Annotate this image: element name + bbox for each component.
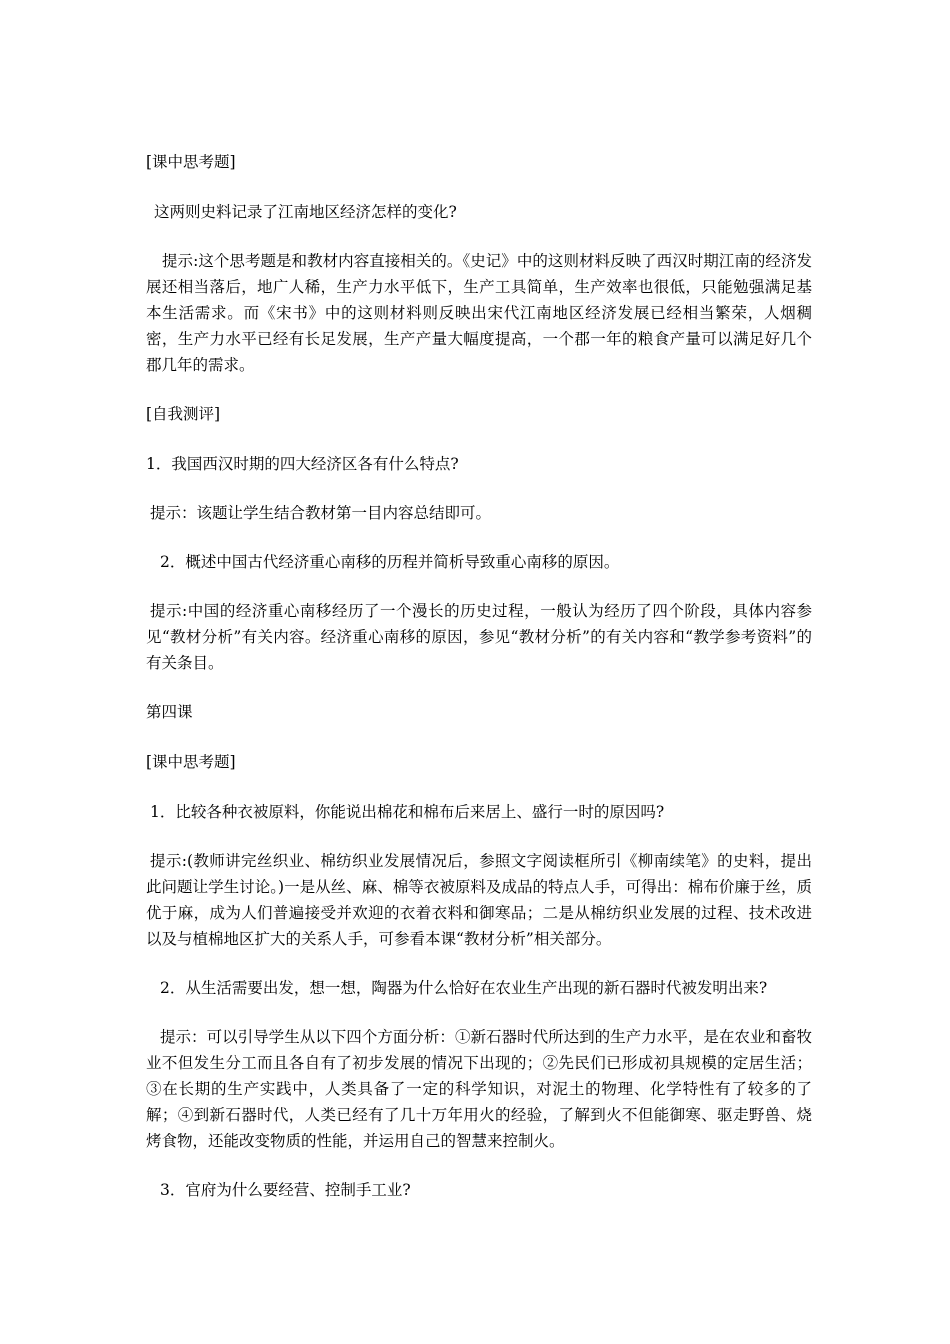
question-item-1: 1．我国西汉时期的四大经济区各有什么特点? [146,455,459,473]
document-body [146,149,812,1226]
question-item-3: 3．官府为什么要经营、控制手工业? [160,1181,411,1199]
question-item-2: 2．从生活需要出发，想一想，陶器为什么恰好在农业生产出现的新石器时代被发明出来? [160,979,768,997]
lesson-title: 第四课 [146,703,193,721]
section-heading-in-class-questions: [课中思考题] [146,153,236,171]
hint-paragraph: 提示:(教师讲完丝织业、棉纺织业发展情况后，参照文字阅读框所引《柳南续笔》的史料，提出此问题让学生讨论。)一是从丝、麻、棉等衣被原料及成品的特点人手，可得出：棉布价廉于丝，质优于麻，成为人们普遍接受并欢迎的衣着衣料和御寒品；二是从棉纺织业发展的过程、技术改进以及与植棉地区扩大的关系人手，可参看本课“教材分析”相关部分。 [146,852,812,948]
hint-paragraph: 提示:中国的经济重心南移经历了一个漫长的历史过程，一般认为经历了四个阶段，具体内容参见“教材分析”有关内容。经济重心南移的原因，参见“教材分析”的有关内容和“教学参考资料”的有关条目。 [146,602,812,672]
question-item-1: 1．比较各种衣被原料，你能说出棉花和棉布后来居上、盛行一时的原因吗? [150,803,665,821]
section-heading-self-assessment: [自我测评] [146,405,221,423]
hint-paragraph: 提示：该题让学生结合教材第一目内容总结即可。 [150,504,492,522]
section-heading-in-class-questions: [课中思考题] [146,753,236,771]
hint-paragraph: 提示:这个思考题是和教材内容直接相关的。《史记》中的这则材料反映了西汉时期江南的经济发展还相当落后，地广人稀，生产力水平低下，生产工具简单，生产效率也很低，只能勉强满足基本生活需求。而《宋书》中的这则材料则反映出宋代江南地区经济发展已经相当繁荣，人烟稠密，生产力水平已经有长足发展，生产产量大幅度提高，一个郡一年的粮食产量可以满足好几个郡几年的需求。 [146,252,812,374]
hint-paragraph: 提示：可以引导学生从以下四个方面分析：①新石器时代所达到的生产力水平，是在农业和畜牧业不但发生分工而且各自有了初步发展的情况下出现的；②先民们已形成初具规模的定居生活；③在长期的生产实践中，人类具备了一定的科学知识，对泥土的物理、化学特性有了较多的了解；④到新石器时代，人类已经有了几十万年用火的经验，了解到火不但能御寒、驱走野兽、烧烤食物，还能改变物质的性能，并运用自己的智慧来控制火。 [146,1028,812,1150]
question-item-2: 2．概述中国古代经济重心南移的历程并简析导致重心南移的原因。 [160,553,620,571]
question-text: 这两则史料记录了江南地区经济怎样的变化? [154,203,457,221]
